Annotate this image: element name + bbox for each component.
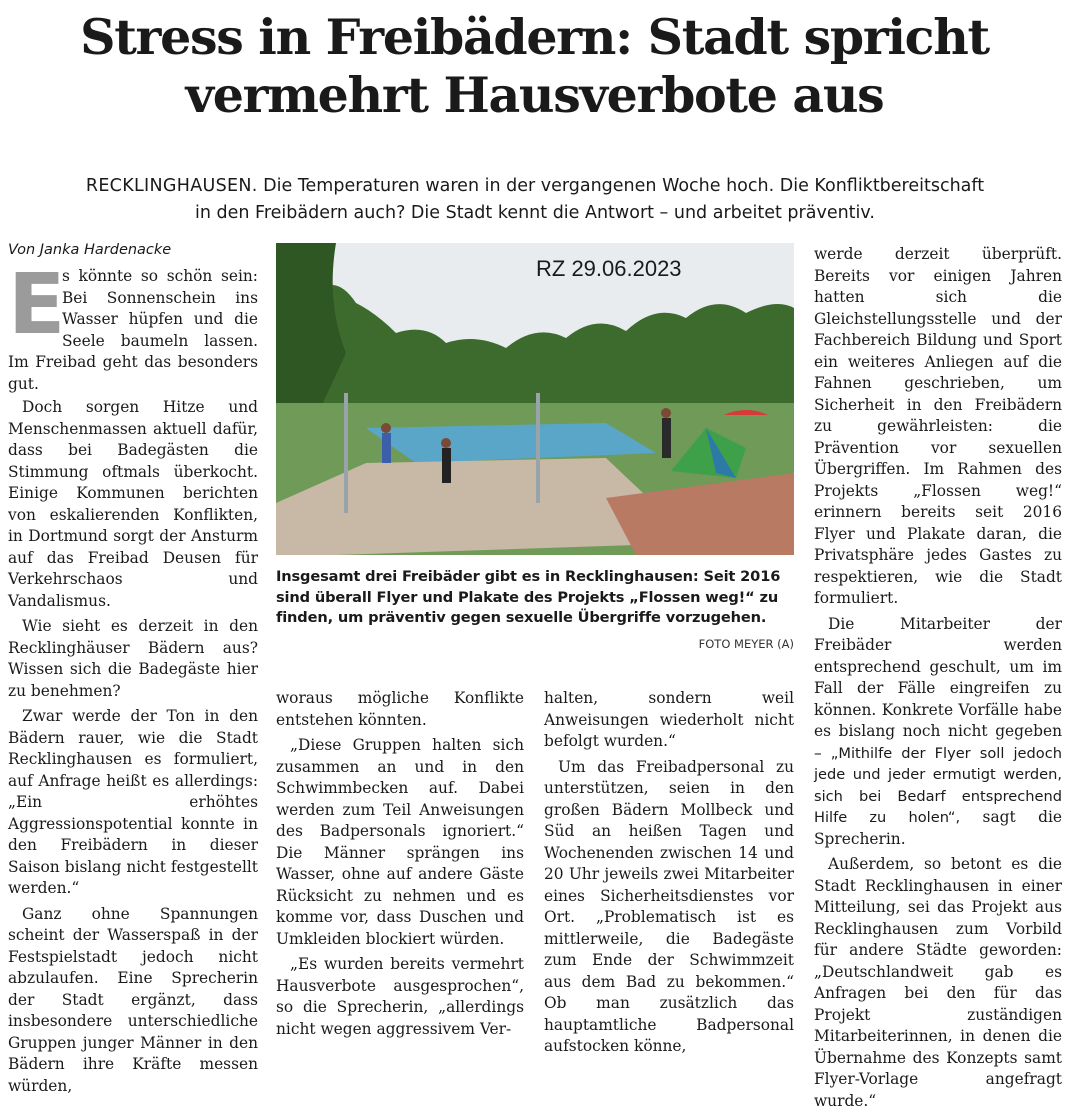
shower-pole-right: [536, 393, 540, 503]
paragraph: werde derzeit überprüft. Bereits vor einigen Jahren hatten sich die Gleichstellungsstelle und der Fachbereich Bildung und Sport ein weiteres Anliegen auf die Fahnen geschrieben, um Sicherheit in den Freibädern zu gewährleisten: die Prävention vor sexuellen Übergriffen. Im Rahmen des Projekts „Flossen weg!“ erinnern bereits seit 2016 Flyer und Plakate daran, die Privatsphäre jedes Gastes zu respektieren, wie die Stadt formuliert.: [814, 245, 1062, 607]
paragraph: halten, sondern weil Anweisungen wiederholt nicht befolgt wurden.“: [544, 689, 794, 750]
bather: [441, 438, 451, 448]
pool-photo-illustration: [276, 243, 794, 555]
column-1: [8, 255, 258, 1101]
headline-line-2: vermehrt Hausverbote aus: [185, 66, 884, 124]
column-2: [276, 688, 524, 1044]
lead-text-2: in den Freibädern auch? Die Stadt kennt die Antwort – und arbeitet präventiv.: [195, 203, 875, 223]
paragraph: Doch sorgen Hitze und Menschenmassen aktuell dafür, dass bei Badegästen die Stimmung oftmals überkocht. Einige Kommunen berichten von eskalierenden Konflikten, in Dortmund sorgt der Ansturm auf das Freibad Deusen für Verkehrschaos und Vandalismus.: [8, 398, 258, 610]
bather-body: [442, 448, 451, 483]
bather-body: [382, 433, 391, 463]
paragraph: Ganz ohne Spannungen scheint der Wasserspaß in der Festspielstadt jedoch nicht abzulaufen. Eine Sprecherin der Stadt ergänzt, dass insbesondere unterschiedliche Gruppen junger Männer in den Bädern ihre Kräfte messen würden,: [8, 904, 258, 1095]
dateline: RECKLINGHAUSEN.: [85, 176, 258, 196]
paragraph: „Es wurden bereits vermehrt Hausverbote ausgesprochen“, so die Sprecherin, „allerdings nicht wegen aggressivem Ver-: [276, 955, 524, 1038]
lead-paragraph: [20, 173, 1050, 227]
paragraph-text: Die Mitarbeiter der Freibäder werden entsprechend geschult, um im Fall der Fälle eingreifen zu können. Konkrete Vorfälle habe es bislang noch nicht gegeben –: [814, 614, 1062, 762]
lead-text-1: Die Temperaturen waren in der vergangenen Woche hoch. Die Konfliktbereitschaft: [257, 176, 985, 196]
bather: [661, 408, 671, 418]
paragraph: [8, 255, 258, 395]
byline: Von Janka Hardenacke: [8, 242, 172, 258]
drop-cap: E: [8, 255, 66, 353]
paragraph: Um das Freibadpersonal zu unterstützen, seien in den großen Bädern Mollbeck und Süd an heißen Tagen und Wochenenden zwischen 14 und 20 Uhr jeweils zwei Mitarbeiter eines Sicherheitsdienstes vor Ort. „Problematisch ist es mittlerweile, die Badegäste zum Ende der Schwimmzeit aus dem Bad zu bekommen.“ Ob man zusätzlich das hauptamtliche Badpersonal aufstocken könne,: [544, 757, 794, 1055]
column-3: [544, 688, 794, 1062]
headline-line-1: Stress in Freibädern: Stadt spricht: [80, 8, 989, 66]
photo-caption: Insgesamt drei Freibäder gibt es in Recklinghausen: Seit 2016 sind überall Flyer und Plakate des Projekts „Flossen weg!“ zu finden, um präventiv gegen sexuelle Übergriffe vorzugehen.: [276, 568, 781, 626]
paragraph: Wie sieht es derzeit in den Recklinghäuser Bädern aus? Wissen sich die Badegäste hier zu benehmen?: [8, 617, 258, 700]
bather: [381, 423, 391, 433]
headline: [0, 8, 1069, 124]
bather-body: [662, 418, 671, 458]
paragraph-text: s könnte so schön sein: Bei Sonnenschein ins Wasser hüpfen und die Seele baumeln lassen. Im Freibad geht das besonders gut.: [8, 267, 258, 393]
pool-photo: [276, 243, 794, 555]
photo-credit: FOTO MEYER (A): [698, 637, 794, 651]
column-4: [814, 244, 1062, 1116]
paragraph: Zwar werde der Ton in den Bädern rauer, wie die Stadt Recklinghausen es formuliert, auf Anfrage heißt es allerdings: „Ein erhöhtes Aggressionspotential konnte in den Freibädern in dieser Saison bislang nicht festgestellt werden.“: [8, 707, 258, 897]
paragraph: woraus mögliche Konflikte entstehen könnten.: [276, 689, 524, 729]
paragraph: Außerdem, so betont es die Stadt Recklinghausen in einer Mitteilung, sei das Projekt aus Recklinghausen zum Vorbild für andere Städte geworden: „Deutschlandweit gab es Anfragen bei den für das Projekt zuständigen Mitarbeiterinnen, in denen die Übernahme des Konzepts samt Flyer-Vorlage angefragt wurde.“: [814, 855, 1062, 1110]
paragraph: „Diese Gruppen halten sich zusammen an und in den Schwimmbecken auf. Dabei werden zum Teil Anweisungen des Badpersonals ignoriert.“ Die Männer sprängen ins Wasser, ohne auf andere Gäste Rücksicht zu nehmen und es komme vor, dass Duschen und Umkleiden blockiert würden.: [276, 736, 524, 948]
date-stamp: RZ 29.06.2023: [536, 256, 682, 281]
paragraph-text: sagt die Sprecherin.: [814, 808, 1062, 848]
paragraph: [814, 614, 1062, 851]
shower-pole-left: [344, 393, 348, 513]
flyer-quote: „Mithilfe der Flyer soll jedoch jede und jeder ermutigt werden, sich bei Bedarf entsprechend Hilfe zu holen“,: [814, 744, 1062, 826]
